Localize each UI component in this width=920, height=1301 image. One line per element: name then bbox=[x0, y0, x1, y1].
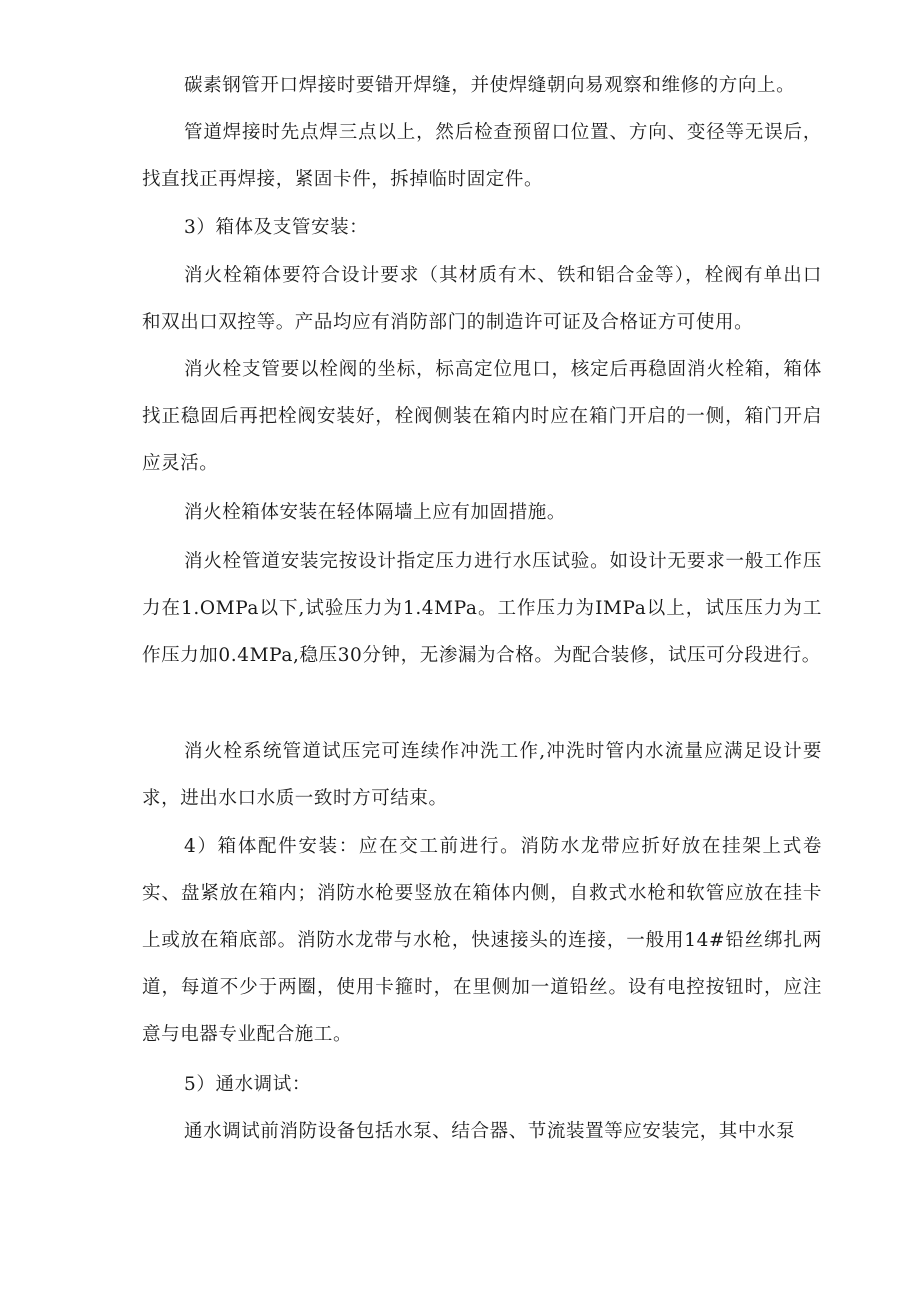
paragraph-branch-pipe: 消火栓支管要以栓阀的坐标，标高定位甩口，核定后再稳固消火栓箱，箱体找正稳固后再把栓阀安装好，栓阀侧装在箱内时应在箱门开启的一侧，箱门开启应灵活。 bbox=[142, 359, 822, 474]
heading-cabinet-branch-install: 3）箱体及支管安装： bbox=[184, 217, 369, 238]
paragraph-commissioning-prep: 通水调试前消防设备包括水泵、结合器、节流装置等应安装完，其中水泵 bbox=[184, 1121, 796, 1142]
paragraph-pipe-welding: 管道焊接时先点焊三点以上，然后检查预留口位置、方向、变径等无误后，找直找正再焊接，紧固卡件，拆掉临时固定件。 bbox=[142, 122, 822, 190]
paragraph-weld-seam: 碳素钢管开口焊接时要错开焊缝，并使焊缝朝向易观察和维修的方向上。 bbox=[184, 75, 796, 96]
paragraph-pressure-test: 消火栓管道安装完按设计指定压力进行水压试验。如设计无要求一般工作压力在1.OMPa以下,试验压力为1.4MPa。工作压力为IMPa以上，试压压力为工作压力加0.4MPa,稳压30分钟，无渗漏为合格。为配合装修，试压可分段进行。 bbox=[142, 551, 822, 666]
paragraph-flushing: 消火栓系统管道试压完可连续作冲洗工作,冲洗时管内水流量应满足设计要求，进出水口水质一致时方可结束。 bbox=[142, 741, 822, 809]
paragraph-partition-reinforcement: 消火栓箱体安装在轻体隔墙上应有加固措施。 bbox=[184, 502, 567, 523]
paragraph-fittings-install: 4）箱体配件安装：应在交工前进行。消防水龙带应折好放在挂架上式卷实、盘紧放在箱内；消防水枪要竖放在箱体内侧，自救式水枪和软管应放在挂卡上或放在箱底部。消防水龙带与水枪，快速接头的连接，一般用14#铅丝绑扎两道，每道不少于两圈，使用卡箍时，在里侧加一道铅丝。设有电控按钮时，应注意与电器专业配合施工。 bbox=[142, 836, 822, 1045]
heading-water-commissioning: 5）通水调试： bbox=[184, 1074, 311, 1095]
paragraph-cabinet-requirements: 消火栓箱体要符合设计要求（其材质有木、铁和铝合金等），栓阀有单出口和双出口双控等。产品均应有消防部门的制造许可证及合格证方可使用。 bbox=[142, 265, 822, 333]
